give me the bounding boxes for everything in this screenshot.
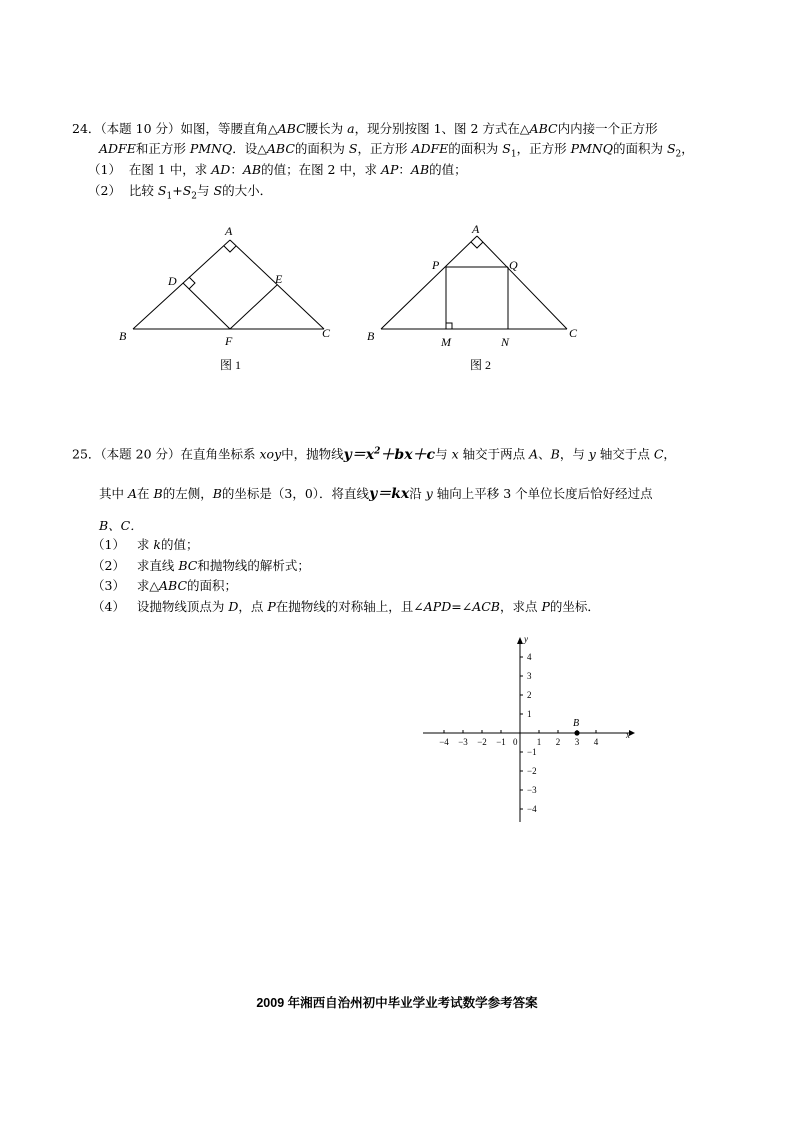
fig1-seg-ef xyxy=(230,285,277,329)
fig2-label-n: N xyxy=(501,335,510,349)
fig2-label-b: B xyxy=(367,329,375,343)
parabola-equation: $y=x^2+bx+c$ xyxy=(343,446,436,463)
fig1-caption: 图 1 xyxy=(220,358,242,372)
q25-item4: （4） 设抛物线顶点为 D，点 P在抛物线的对称轴上，且∠APD=∠ACB，求点 P的坐标． xyxy=(92,599,600,614)
y-tick-label: 3 xyxy=(527,671,532,681)
coordinate-axes xyxy=(415,628,640,828)
q25-item2: （2） 求直线 BC和抛物线的解析式； xyxy=(92,558,310,573)
q24-line2: ADFE和正方形 PMNQ．设△ABC的面积为 S，正方形 ADFE的面积为 $S_1$，正方形 PMNQ的面积为 $S_2$， xyxy=(99,141,694,160)
fig2-label-a: A xyxy=(472,222,480,236)
fig2-label-c: C xyxy=(569,326,578,340)
fig1-label-a: A xyxy=(225,224,233,238)
x-tick-label: −4 xyxy=(439,737,449,747)
x-tick-label: 2 xyxy=(555,737,561,747)
fig2-side-ab xyxy=(381,236,477,329)
y-tick-label: −2 xyxy=(527,766,537,776)
q25-line2: 其中 A在 B的左侧，B的坐标是（3，0）．将直线y＝kx沿 y 轴向上平移 3 个单位长度后恰好经过点 xyxy=(99,486,653,502)
x-tick-label: 3 xyxy=(574,737,580,747)
line-equation: y＝kx xyxy=(369,486,410,502)
fig2-caption: 图 2 xyxy=(470,358,492,372)
fig2-label-m: M xyxy=(441,335,451,349)
fig2-label-q: Q xyxy=(509,258,518,272)
fig1-right-angle-d xyxy=(189,277,195,289)
footer-title: 2009 年湘西自治州初中毕业学业考试数学参考答案 xyxy=(256,996,538,1010)
q24-item1: （1） 在图 1 中，求 AD：AB的值；在图 2 中，求 AP：AB的值； xyxy=(88,162,467,177)
fig2-right-angle-m xyxy=(446,323,452,329)
y-tick-label: −3 xyxy=(527,785,537,795)
x-tick-label: −2 xyxy=(477,737,487,747)
fig1-label-e: E xyxy=(275,272,283,286)
x-tick-label: −3 xyxy=(458,737,468,747)
fig1-label-c: C xyxy=(322,326,331,340)
fig1-side-ab xyxy=(133,240,230,329)
point-b-label: B xyxy=(573,718,580,729)
x-tick-label: −1 xyxy=(496,737,506,747)
y-axis-arrow xyxy=(517,637,523,644)
fig1-label-b: B xyxy=(119,329,127,343)
fig2-right-angle-a xyxy=(471,242,483,248)
x-axis-label: x xyxy=(626,730,630,740)
figure-1 xyxy=(110,220,350,380)
x-tick-label: 1 xyxy=(536,737,542,747)
fig1-label-d: D xyxy=(168,274,177,288)
fig2-label-p: P xyxy=(432,258,440,272)
y-axis-label: y xyxy=(524,634,528,644)
q25-item3: （3） 求△ABC的面积； xyxy=(92,578,238,593)
y-tick-label: 1 xyxy=(527,709,532,719)
origin-label: 0 xyxy=(513,737,518,747)
q25-line1: 25．（本题 20 分）在直角坐标系 xoy中，抛物线$y=x^2+bx+c$与 x 轴交于两点 A、B，与 y 轴交于点 C， xyxy=(72,446,676,463)
y-tick-label: 4 xyxy=(527,652,532,662)
q24-line1: 24．（本题 10 分）如图，等腰直角△ABC腰长为 a，现分别按图 1、图 2 方式在△ABC内内接一个正方形 xyxy=(72,121,658,136)
fig1-seg-df xyxy=(183,283,230,329)
fig1-label-f: F xyxy=(225,334,233,348)
q25-item1: （1） 求 k的值； xyxy=(92,537,199,552)
q25-line3: B、C． xyxy=(99,518,143,533)
figure-2 xyxy=(360,220,600,380)
y-tick-label: −4 xyxy=(527,804,537,814)
y-tick-label: −1 xyxy=(527,747,537,757)
q24-item2: （2） 比较 $S_1+S_2$与 S的大小． xyxy=(88,183,273,202)
fig2-side-ac xyxy=(477,236,567,329)
x-tick-label: 4 xyxy=(593,737,599,747)
point-b xyxy=(574,730,579,735)
y-tick-label: 2 xyxy=(527,690,532,700)
fig1-right-angle-a xyxy=(224,246,236,252)
